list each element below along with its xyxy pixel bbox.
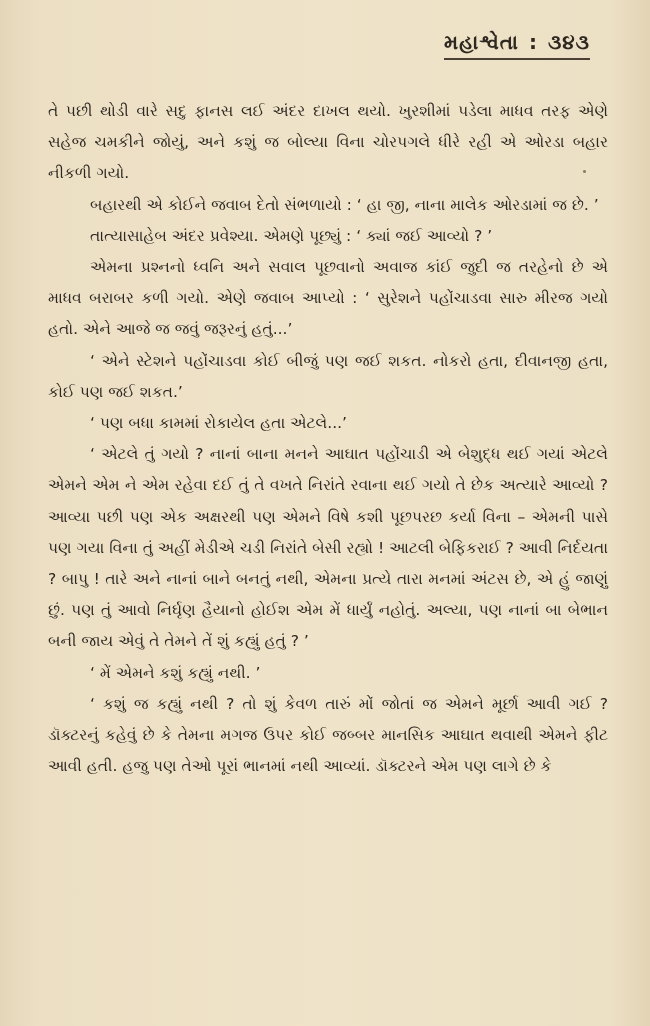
paragraph: ‘ કશું જ કહ્યું નથી ? તો શું કેવળ તારું મોં જોતાં જ એમને મૂર્છા આવી ગઈ ? ડૉક્ટરનું કહેવું છે કે તેમના મગજ ઉપર કોઈ જબ્બર માનસિક આઘાત થવાથી એમને ફીટ આવી હતી. હજુ પણ તેઓ પૂરાં ભાનમાં નથી આવ્યાં. ડૉક્ટરને એમ પણ લાગે છે કે — [48, 694, 608, 776]
paragraph: એમના પ્રશ્નનો ધ્વનિ અને સવાલ પૂછવાનો અવાજ કાંઈ જુદી જ તરહેનો છે એ માધવ બરાબર કળી ગયો. એણે જવાબ આપ્યો : ‘ સુરેશને પહોંચાડવા સારુ મીરજ ગયો હતો. એને આજે જ જવું જરૂરનું હતું...’ — [48, 258, 608, 339]
paragraph: બહારથી એ કોઈને જવાબ દેતો સંભળાયો : ‘ હા જી, નાના માલેક ઓરડામાં જ છે. ’ — [90, 195, 599, 214]
paragraph: ‘ એટલે તું ગયો ? નાનાં બાના મનને આઘાત પહોંચાડી એ બેશુદ્ધ થઈ ગયાં એટલે એમને એમ ને એમ રહેવા દઈ તું તે વખતે નિરાંતે રવાના થઈ ગયો તે છેક અત્યારે આવ્યો ? આવ્યા પછી પણ એક અક્ષરથી પણ એમને વિષે કશી પૂછપરછ કર્યા વિના – એમની પાસે પણ ગયા વિના તું અહીં મેડીએ ચડી નિરાંતે બેસી રહ્યો ! આટલી બેફિકરાઈ ? આવી નિર્દયતા ? બાપુ ! તારે અને નાનાં બાને બનતું નથી, એમના પ્રત્યે તારા મનમાં અંટસ છે, એ હું જાણું છું. પણ તું આવો નિર્ઘૃણ હૈયાનો હોઈશ એમ મેં ધાર્યું નહોતું. અલ્યા, પણ નાનાં બા બેભાન બની જાય એવું તે તેમને તેં શું કહ્યું હતું ? ’ — [48, 445, 608, 651]
paragraph: તાત્યાસાહેબ અંદર પ્રવેશ્યા. એમણે પૂછ્યું : ‘ ક્યાં જઈ આવ્યો ? ’ — [90, 226, 493, 245]
paragraph: તે પછી થોડી વારે સદુ ફાનસ લઈ અંદર દાખલ થયો. ખુરશીમાં પડેલા માધવ તરફ એણે સહેજ ચમકીને જોયું, અને કશું જ બોલ્યા વિના ચોરપગલે ધીરે રહી એ ઓરડા બહાર નીકળી ગયો. — [48, 102, 608, 183]
header-separator: : — [528, 30, 538, 54]
book-title: મહાશ્વેતા — [444, 30, 519, 54]
paragraph: ‘ મેં એમને કશું કહ્યું નથી. ’ — [90, 663, 261, 682]
body-text — [48, 96, 608, 782]
running-header — [444, 30, 590, 60]
page-number: ૩૪૩ — [547, 30, 590, 54]
paragraph: ‘ પણ બધા કામમાં રોકાયેલ હતા એટલે...’ — [90, 414, 347, 433]
paragraph: ‘ એને સ્ટેશને પહોંચાડવા કોઈ બીજું પણ જઈ શકત. નોકરો હતા, દીવાનજી હતા, કોઈ પણ જઈ શકત.’ — [48, 351, 608, 401]
